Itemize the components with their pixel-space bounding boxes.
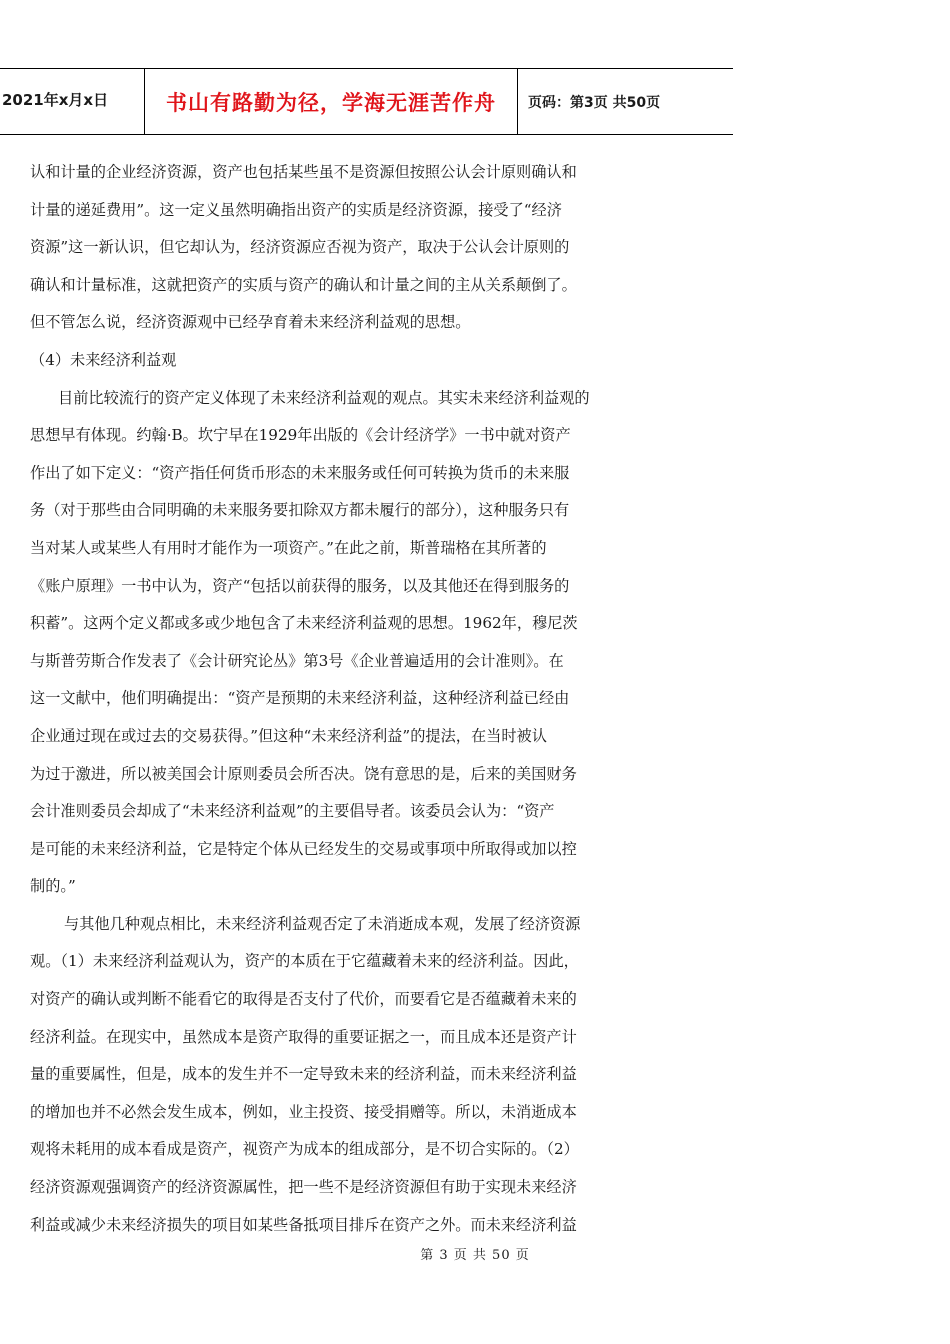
text-line: 企业通过现在或过去的交易获得。”但这种“未来经济利益”的提法，在当时被认	[30, 726, 547, 745]
text-line: 是可能的未来经济利益，它是特定个体从已经发生的交易或事项中所取得或加以控	[30, 839, 577, 858]
text-line: 当对某人或某些人有用时才能作为一项资产。”在此之前，斯普瑞格在其所著的	[30, 538, 547, 557]
section-heading: （4）未来经济利益观	[30, 350, 177, 369]
text-line: 与斯普劳斯合作发表了《会计研究论丛》第3号《企业普遍适用的会计准则》。在	[30, 651, 564, 670]
text-line: 务（对于那些由合同明确的未来服务要扣除双方都未履行的部分），这种服务只有	[30, 501, 570, 520]
text-line: 经济资源观强调资产的经济资源属性，把一些不是经济资源但有助于实现未来经济	[30, 1178, 577, 1197]
text-line: 确认和计量标准，这就把资产的实质与资产的确认和计量之间的主从关系颠倒了。	[30, 275, 577, 294]
text-line: 观。（1）未来经济利益观认为，资产的本质在于它蕴藏着未来的经济利益。因此，	[30, 952, 579, 971]
text-line: 认和计量的企业经济资源，资产也包括某些虽不是资源但按照公认会计原则确认和	[30, 163, 577, 181]
header-date: 2021年x月x日	[0, 69, 145, 134]
text-line: 思想早有体现。约翰·B。坎宁早在1929年出版的《会计经济学》一书中就对资产	[30, 426, 571, 445]
text-line: 为过于激进，所以被美国会计原则委员会所否决。饶有意思的是，后来的美国财务	[30, 764, 577, 783]
text-line: 制的。”	[30, 877, 76, 896]
header-page-info: 页码：第3页 共50页	[528, 94, 661, 111]
text-line: 利益或减少未来经济损失的项目如某些备抵项目排斥在资产之外。而未来经济利益	[30, 1215, 577, 1234]
text-line: 《账户原理》一书中认为，资产“包括以前获得的服务，以及其他还在得到服务的	[30, 576, 570, 595]
text-line: 但不管怎么说，经济资源观中已经孕育着未来经济利益观的思想。	[30, 313, 471, 332]
text-line: 目前比较流行的资产定义体现了未来经济利益观的观点。其实未来经济利益观的	[58, 388, 590, 407]
text-line: 对资产的确认或判断不能看它的取得是否支付了代价，而要看它是否蕴藏着未来的	[30, 990, 577, 1009]
text-line: 计量的递延费用”。这一定义虽然明确指出资产的实质是经济资源，接受了“经济	[30, 200, 562, 219]
body-text	[30, 154, 640, 1244]
text-line: 资源”这一新认识，但它却认为，经济资源应否视为资产，取决于公认会计原则的	[30, 238, 570, 257]
text-line: 的增加也并不必然会发生成本，例如，业主投资、接受捐赠等。所以，未消逝成本	[30, 1102, 577, 1121]
text-line: 这一文献中，他们明确提出：“资产是预期的未来经济利益，这种经济利益已经由	[30, 689, 570, 708]
text-line: 作出了如下定义：“资产指任何货币形态的未来服务或任何可转换为货币的未来服	[30, 463, 570, 482]
header-motto: 书山有路勤为径，学海无涯苦作舟	[145, 69, 518, 134]
text-line: 会计准则委员会却成了“未来经济利益观”的主要倡导者。该委员会认为：“资产	[30, 802, 555, 821]
page-header	[0, 68, 733, 135]
page-footer: 第 3 页 共 50 页	[420, 1248, 530, 1263]
text-line: 量的重要属性，但是，成本的发生并不一定导致未来的经济利益，而未来经济利益	[30, 1065, 577, 1084]
text-line: 积蓄”。这两个定义都或多或少地包含了未来经济利益观的思想。1962年，穆尼茨	[30, 614, 578, 633]
text-line: 经济利益。在现实中，虽然成本是资产取得的重要证据之一，而且成本还是资产计	[30, 1027, 577, 1046]
text-line: 观将未耗用的成本看成是资产，视资产为成本的组成部分，是不切合实际的。（2）	[30, 1140, 579, 1159]
text-line: 与其他几种观点相比，未来经济利益观否定了未消逝成本观，发展了经济资源	[64, 914, 581, 933]
